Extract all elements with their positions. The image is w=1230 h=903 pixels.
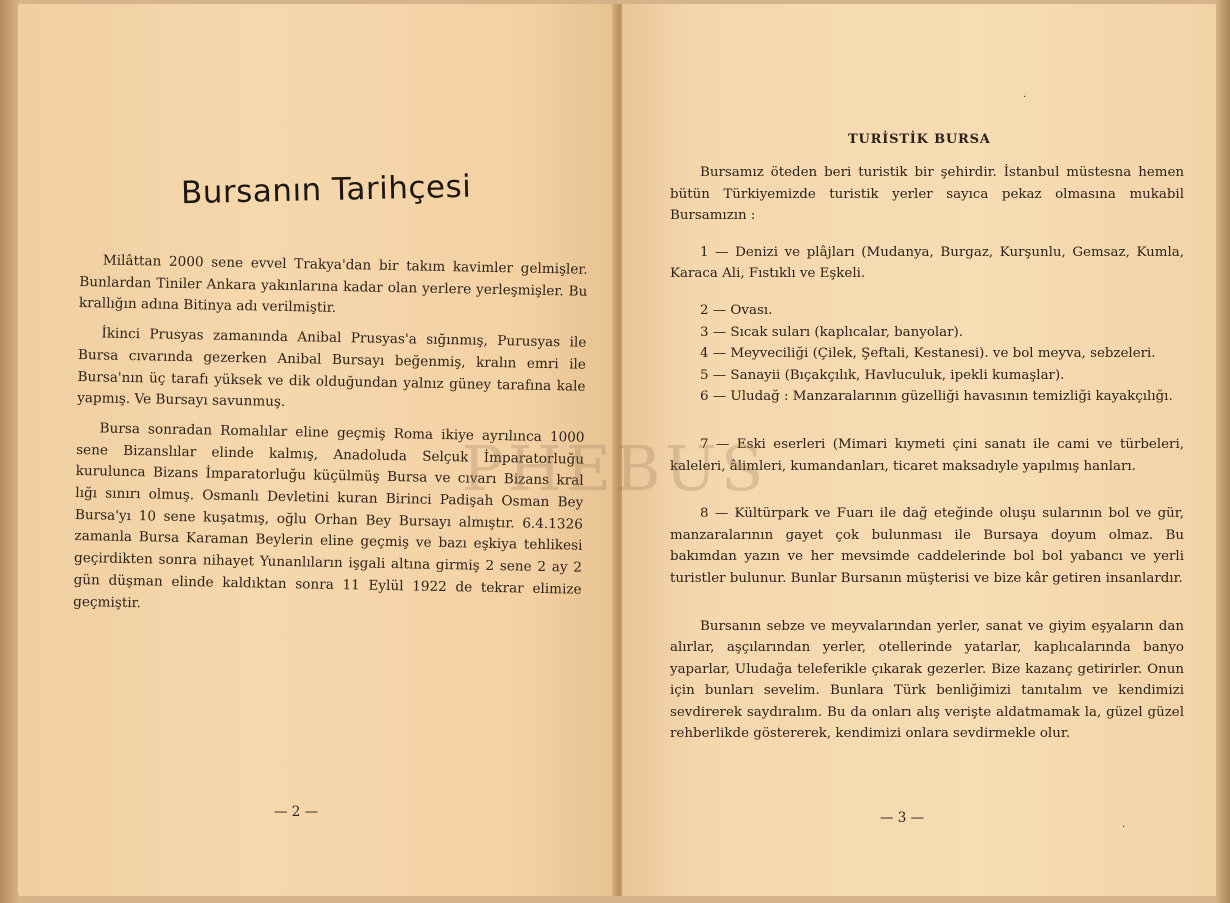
tourism-item-4: 4 — Meyveciliği (Çilek, Şeftali, Kestanesi). ve bol meyva, sebzeleri. [700,346,1156,362]
ink-speck: · [1023,92,1027,103]
left-page [18,4,616,896]
right-page-body [670,162,1184,745]
tourism-item-6: 6 — Uludağ : Manzaralarının güzelliği havasının temizliği kayakçılığı. [700,389,1173,405]
left-page-title: Bursanın Tarihçesi [180,168,472,212]
right-page-title: TURİSTİK BURSA [848,132,991,147]
tourism-item-7: 7 — Eski eserleri (Mimari kıymeti çini sanatı ile cami ve türbeleri, kaleleri, âlimleri, kumandanları, ticaret maksadıyle yapılmış hanları. [670,436,1184,474]
tourism-item-5: 5 — Sanayii (Bıçakçılık, Havluculuk, ipekli kumaşlar). [700,367,1065,383]
history-paragraph-1: Milâttan 2000 sene evvel Trakya'dan bir takım kavimler gelmişler. Bunlardan Tiniler Ankara yakınlarına kadar olan yerlere yerleşmişler. Bu krallığın adına Bitinya adı verilmiştir. [78,252,588,317]
right-page-number: — 3 — [880,810,925,826]
history-paragraph-3: Bursa sonradan Romalılar eline geçmiş Roma ikiye ayrılınca 1000 sene Bizanslılar elinde kalmış, Anadoluda Selçuk İmparatorluğu kurulunca Bizans İmparatorluğu küçülmüş Bursa ve cıvarı Bizans kral lığı sınırı olmuş. Osmanlı Devletini kuran Birinci Padişah Osman Bey Bursa'yı 10 sene kuşatmış, oğlu Orhan Bey Bursayı almıştır. 6.4.1326 zamanla Bursa Karaman Beylerin eline geçmiş ve bazı eşkiya tehlikesi geçirdikten sonra nihayet Yunanlıların işgali altına girmiş 2 sene 2 ay 2 gün düşman elinde kaldıktan sonra 11 Eylül 1922 de tekrar elimize geçmiştir. [73,420,585,611]
tourism-item-2: 2 — Ovası. [700,302,773,318]
tourism-intro: Bursamız öteden beri turistik bir şehirdir. İstanbul müstesna hemen bütün Türkiyemizde turistik yerler sayıca pekaz olmasına mukabil Bursamızın : [670,165,1184,224]
tourism-closing: Bursanın sebze ve meyvalarından yerler, sanat ve giyim eşyaların dan alırlar, aşçılarından yerler, otellerinde yatarlar, kaplıcalarında banyo yaparlar, Uludağa teleferikle çıkarak gezerler. Bize kazanç getirirler. Onun için bunları sevelim. Bunlara Türk benliğimizi tanıtalım ve kendimizi sevdirerek saydıralım. Bu da onları alış verişte aldatmamak la, güzel güzel rehberlikde göstererek, kendimizi onlara sevdirmekle olur. [670,618,1184,742]
tourism-item-3: 3 — Sıcak suları (kaplıcalar, banyolar). [700,324,964,340]
left-page-body [73,250,588,631]
ink-speck: · [1122,822,1126,833]
right-page [622,4,1218,896]
book-right-edge [1216,0,1230,903]
tourism-item-1: 1 — Denizi ve plâjları (Mudanya, Burgaz, Kurşunlu, Gemsaz, Kumla, Karaca Ali, Fıstıklı ve Eşkeli. [670,244,1184,282]
tourism-item-8: 8 — Kültürpark ve Fuarı ile dağ eteğinde oluşu sularının bol ve gür, manzaralarının gayet çok bulunması ile Bursaya doyum olmaz. Bu bakımdan yazın ve her mevsimde caddelerinde bol bol yabancı ve yerli turistler bulunur. Bunlar Bursanın müşterisi ve bize kâr getiren insanlardır. [670,506,1184,586]
left-page-number: — 2 — [274,804,319,820]
watermark-text: PHEBUS [462,432,768,505]
history-paragraph-2: İkinci Prusyas zamanında Anibal Prusyas'a sığınmış, Purusyas ile Bursa cıvarında gezerken Anibal Bursayı beğenmiş, kralın emri ile Bursa'nın üç tarafı yüksek ve dik olduğundan yalnız güney tarafına kale yapmış. Ve Bursayı savunmuş. [77,325,587,411]
